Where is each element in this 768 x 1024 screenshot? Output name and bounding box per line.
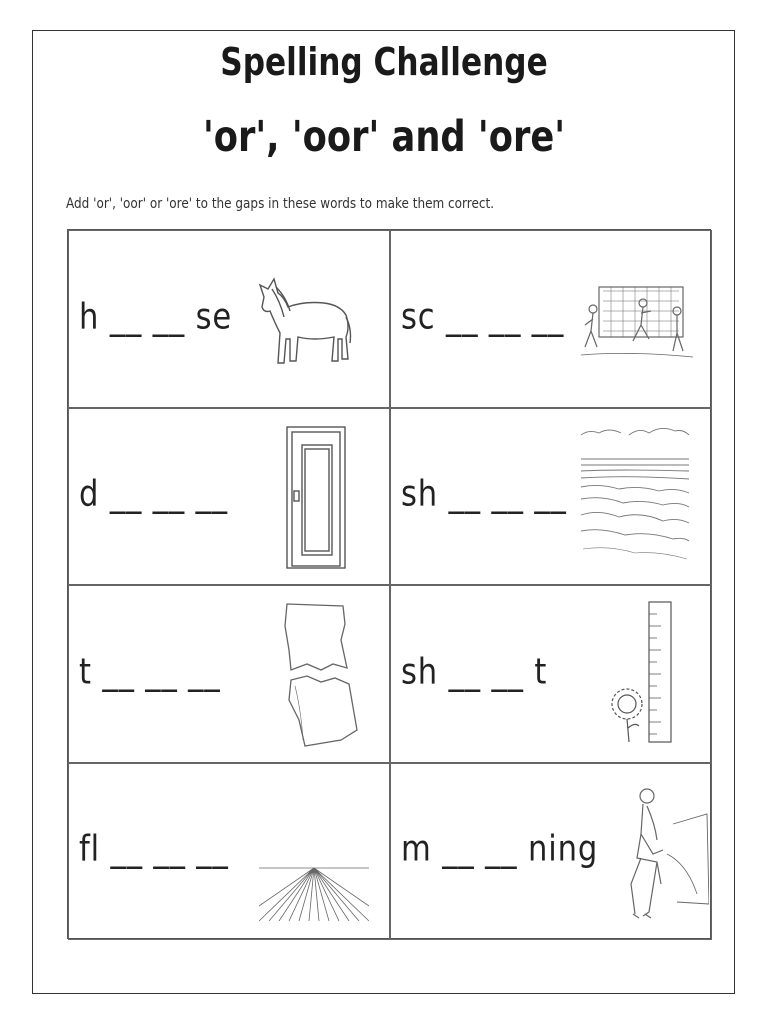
- worksheet-subtitle: 'or', 'oor' and 'ore': [202, 112, 566, 162]
- word-cell: [68, 230, 390, 408]
- word-cell: [68, 408, 390, 586]
- word-cell: [68, 763, 390, 941]
- word-prompt[interactable]: d __ __ __: [79, 473, 228, 515]
- ruler-sunflower-icon: [609, 600, 679, 745]
- morning-person-icon: [627, 784, 709, 924]
- worksheet-title: Spelling Challenge: [220, 40, 548, 84]
- door-icon: [285, 425, 347, 570]
- word-grid: [67, 229, 711, 939]
- word-prompt[interactable]: sc __ __ __: [401, 296, 565, 338]
- instruction-text: Add 'or', 'oor' or 'ore' to the gaps in these words to make them correct.: [66, 196, 495, 212]
- football-goal-icon: [581, 281, 696, 366]
- word-prompt[interactable]: fl __ __ __: [79, 828, 229, 870]
- torn-paper-icon: [281, 600, 361, 750]
- horse-icon: [254, 267, 354, 367]
- seashore-icon: [579, 423, 691, 568]
- word-prompt[interactable]: sh __ __ __: [401, 473, 567, 515]
- word-cell: [390, 585, 712, 763]
- word-cell: [68, 585, 390, 763]
- word-prompt[interactable]: t __ __ __: [79, 651, 221, 693]
- word-cell: [390, 230, 712, 408]
- word-cell: [390, 408, 712, 586]
- word-prompt[interactable]: h __ __ se: [79, 296, 233, 338]
- word-prompt[interactable]: m __ __ ning: [401, 828, 599, 870]
- word-cell: [390, 763, 712, 941]
- floorboards-icon: [259, 866, 369, 921]
- word-prompt[interactable]: sh __ __ t: [401, 651, 548, 693]
